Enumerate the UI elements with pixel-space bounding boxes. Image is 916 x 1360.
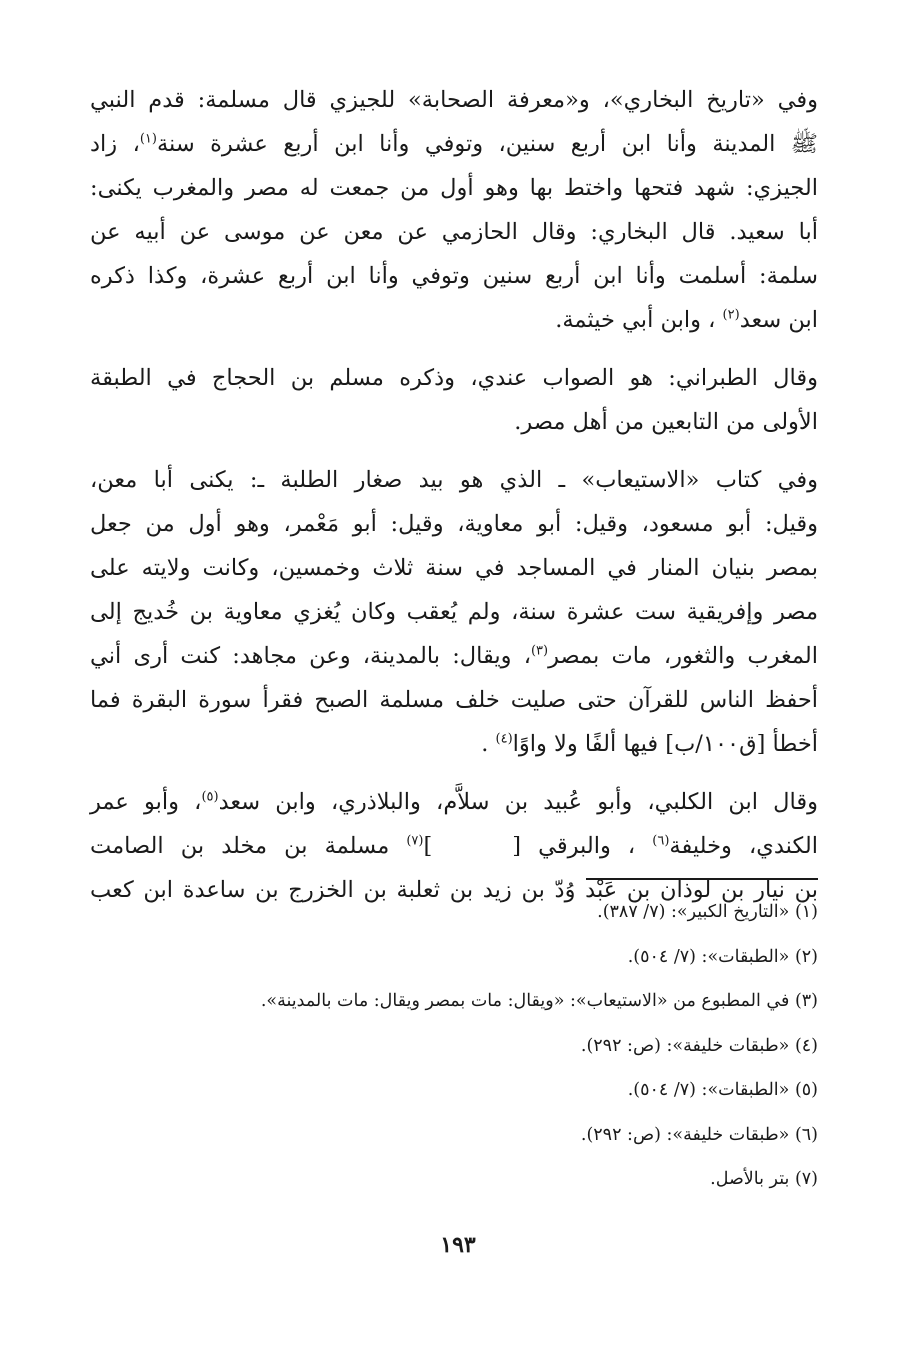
text-segment: ، ويقال: بالمدينة، وعن مجاهد: كنت أرى أني bbox=[90, 643, 531, 669]
text-line: وقيل: أبو مسعود، وقيل: أبو معاوية، وقيل: أبو مَعْمر، وهو أول من جعل bbox=[90, 511, 818, 537]
footnote-item bbox=[90, 1167, 818, 1212]
footnote-separator bbox=[586, 878, 818, 880]
footnote-number: (٥) bbox=[794, 1080, 818, 1100]
footnote-number: (٢) bbox=[794, 946, 818, 967]
footnote-number: (٧) bbox=[794, 1169, 818, 1189]
footnote-number: (٦) bbox=[794, 1124, 818, 1145]
text-line: وفي «تاريخ البخاري»، و«معرفة الصحابة» للجيزي قال مسلمة: قدم النبي bbox=[90, 87, 818, 113]
footnote-number: (١) bbox=[794, 902, 818, 922]
footnote-ref[interactable]: (١) bbox=[139, 131, 157, 147]
footnotes bbox=[90, 900, 818, 1212]
paragraph-1 bbox=[90, 78, 818, 342]
text-segment: وقال ابن الكلبي، وأبو عُبيد بن سلاَّم، والبلاذري، وابن سعد bbox=[218, 789, 818, 815]
footnote-ref[interactable]: (٤) bbox=[495, 731, 513, 747]
footnote-text: «التاريخ الكبير»: (٧/ ٣٨٧). bbox=[597, 902, 790, 922]
footnote-text: «طبقات خليفة»: (ص: ٢٩٢). bbox=[580, 1035, 790, 1056]
text-line: مصر وإفريقية ست عشرة سنة، ولم يُعقب وكان يُغزي معاوية بن خُديج إلى bbox=[90, 599, 818, 625]
footnote-ref[interactable]: (٢) bbox=[722, 307, 740, 323]
footnote-text: بتر بالأصل. bbox=[710, 1169, 790, 1189]
footnote-text: في المطبوع من «الاستيعاب»: «ويقال: مات بمصر ويقال: مات بالمدينة». bbox=[260, 991, 790, 1011]
footnote-text: «الطبقات»: (٧/ ٥٠٤). bbox=[627, 1080, 790, 1100]
text-segment: ، وابن أبي خيثمة. bbox=[555, 307, 716, 333]
text-line bbox=[90, 780, 818, 824]
footnote-ref[interactable]: (٧) bbox=[406, 833, 424, 849]
text-line: أحفظ الناس للقرآن حتى صليت خلف مسلمة الصبح فقرأ سورة البقرة فما bbox=[90, 687, 818, 713]
text-line: بن نيار بن لوذان بن عَبْد وُدّ بن زيد بن ثعلبة بن الخزرج بن ساعدة ابن كعب bbox=[90, 877, 818, 903]
footnote-ref[interactable]: (٣) bbox=[530, 643, 549, 659]
text-segment: ، وأبو عمر bbox=[90, 789, 202, 815]
text-line: وفي كتاب «الاستيعاب» ـ الذي هو بيد صغار الطلبة ـ: يكنى أبا معن، bbox=[90, 467, 818, 493]
text-line: سلمة: أسلمت وأنا ابن أربع سنين وتوفي وأنا ابن أربع عشرة، وكذا ذكره bbox=[90, 263, 818, 289]
text-segment: مسلمة بن مخلد بن الصامت bbox=[90, 833, 390, 859]
page-number: ١٩٣ bbox=[440, 1232, 476, 1258]
text-line: الأولى من التابعين من أهل مصر. bbox=[514, 409, 818, 435]
page-body bbox=[90, 78, 818, 926]
footnote-item bbox=[90, 1078, 818, 1123]
text-line: بمصر بنيان المنار في المساجد في سنة ثلاث وخمسين، وكانت ولايته على bbox=[90, 555, 818, 581]
footnote-number: (٣) bbox=[794, 991, 818, 1011]
footnote-item bbox=[90, 1123, 818, 1168]
text-line: أبا سعيد. قال البخاري: وقال الحازمي عن معن عن موسى عن أبيه عن bbox=[90, 219, 818, 245]
text-line bbox=[90, 298, 818, 342]
text-segment: . bbox=[481, 731, 489, 757]
text-segment: ﷺ المدينة وأنا ابن أربع سنين، وتوفي وأنا ابن أربع عشرة سنة bbox=[156, 131, 818, 157]
footnote-item bbox=[90, 989, 818, 1034]
text-line: الجيزي: شهد فتحها واختط بها وهو أول من جمعت له مصر والمغرب يكنى: bbox=[90, 175, 818, 201]
footnote-item bbox=[90, 900, 818, 945]
text-line: وقال الطبراني: هو الصواب عندي، وذكره مسلم بن الحجاج في الطبقة bbox=[90, 365, 818, 391]
footnote-item bbox=[90, 1034, 818, 1079]
paragraph-4 bbox=[90, 780, 818, 912]
footnote-ref[interactable]: (٥) bbox=[201, 789, 219, 805]
text-segment: ابن سعد bbox=[739, 307, 818, 333]
text-line bbox=[90, 722, 818, 766]
paragraph-2 bbox=[90, 356, 818, 444]
text-line bbox=[90, 824, 818, 868]
text-segment: أخطأ [ق١٠٠/ب] فيها ألفًا ولا واوًا bbox=[512, 731, 818, 757]
text-line bbox=[90, 634, 818, 678]
text-segment: ، والبرقي [ bbox=[512, 833, 636, 859]
text-line bbox=[90, 122, 818, 166]
footnote-item bbox=[90, 945, 818, 990]
footnote-text: «طبقات خليفة»: (ص: ٢٩٢). bbox=[580, 1124, 790, 1145]
text-segment: ، زاد bbox=[90, 131, 140, 157]
footnote-ref[interactable]: (٦) bbox=[652, 833, 670, 849]
text-segment: المغرب والثغور، مات بمصر bbox=[548, 643, 818, 669]
text-segment: ] bbox=[423, 833, 433, 859]
footnote-number: (٤) bbox=[794, 1035, 818, 1056]
text-segment: الكندي، وخليفة bbox=[669, 833, 818, 859]
paragraph-3 bbox=[90, 458, 818, 766]
footnote-text: «الطبقات»: (٧/ ٥٠٤). bbox=[627, 946, 790, 967]
